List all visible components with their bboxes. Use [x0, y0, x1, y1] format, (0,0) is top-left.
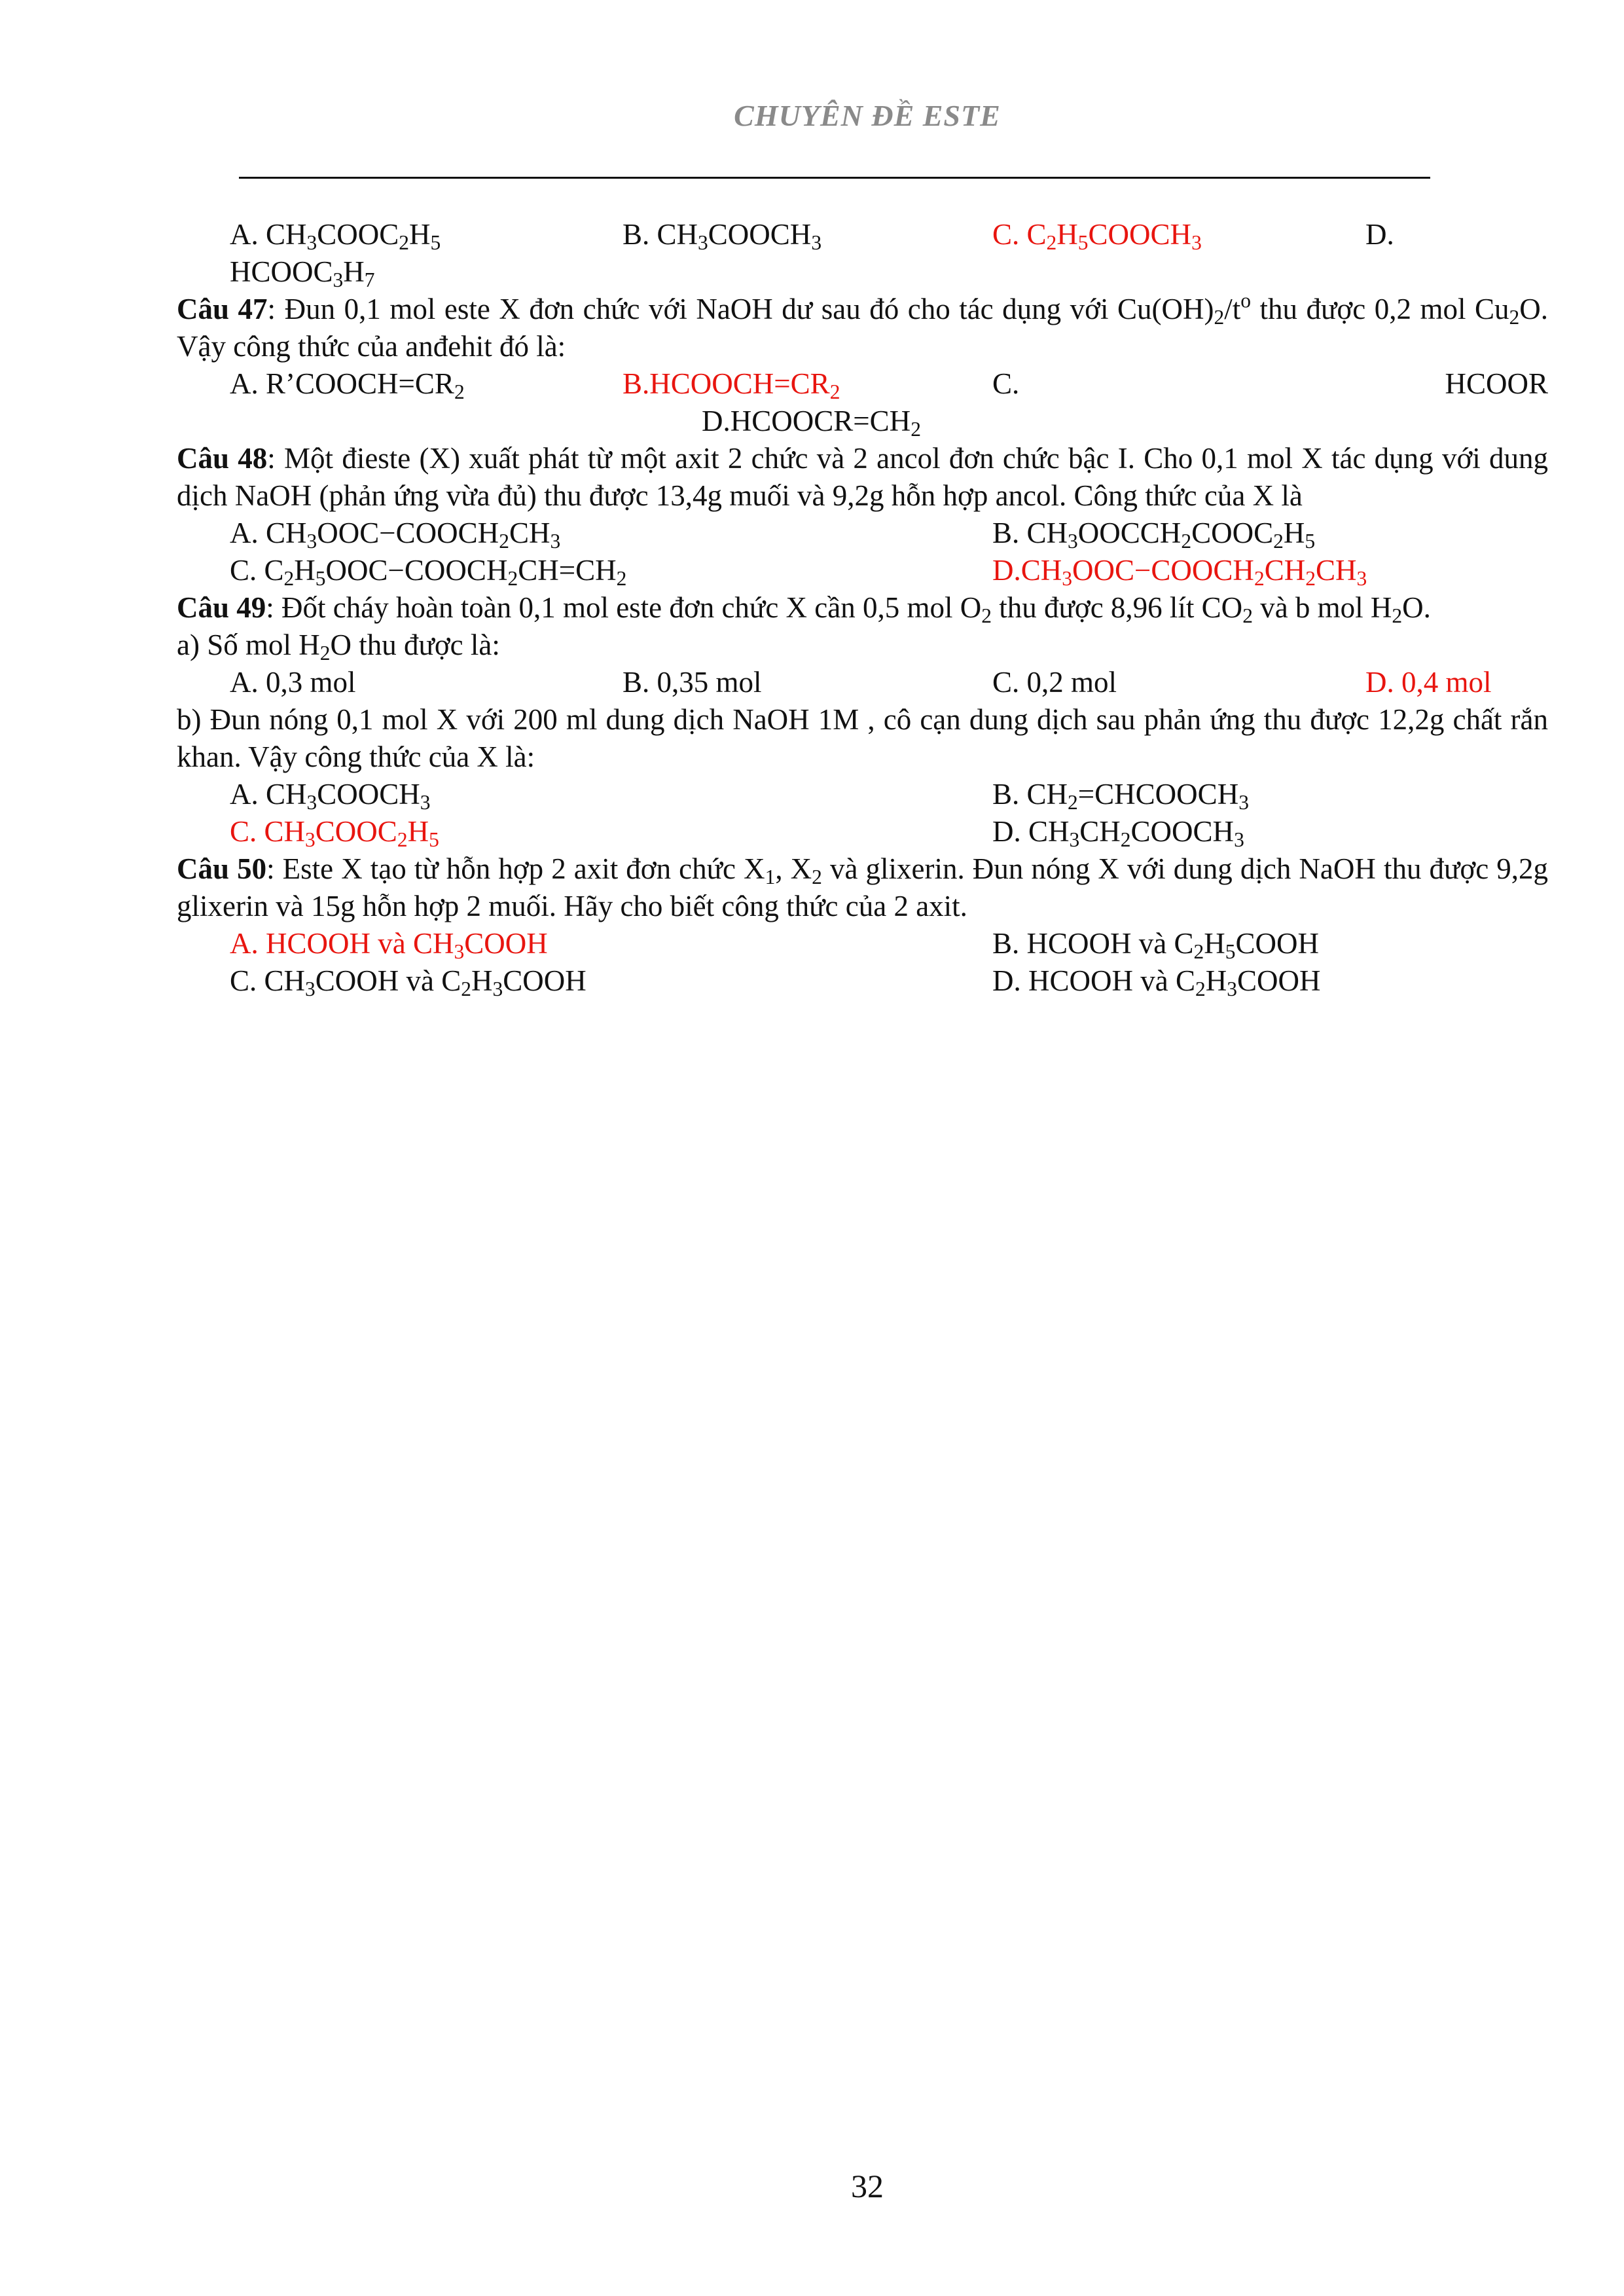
q47-option-d: $D.HCOOCR=CH_2$: [702, 405, 921, 441]
q46-option-c: C. $C_2H_5COOCH_3$: [992, 218, 1202, 254]
q46-options-row: [177, 216, 1548, 253]
q48-option-c: C. $C_2H_5OOC-COOCH_2CH=CH_2$: [230, 554, 627, 590]
q49b-option-d: D. $CH_3CH_2COOCH_3$: [992, 815, 1244, 851]
q49b-options-row-1: [177, 776, 1548, 813]
q46-option-d-wrap: [177, 253, 1548, 291]
document-body: [177, 216, 1548, 1000]
q49b-option-a: A. $CH_3COOCH_3$: [230, 778, 431, 814]
q49b-option-c: C. $CH_3COOC_2H_5$: [230, 815, 439, 851]
q49a-option-c: C. 0,2 mol: [992, 666, 1117, 699]
q47-option-d-wrap: [177, 403, 1548, 440]
question-49-part-b: b) Đun nóng 0,1 mol X với 200 ml dung dịch NaOH 1M , cô cạn dung dịch sau phản ứng thu được 12,2g chất rắn khan. Vậy công thức của X là:: [177, 703, 1548, 773]
question-47-colon: :: [267, 293, 285, 325]
q49a-option-a: A. 0,3 mol: [230, 666, 356, 699]
question-49-part-a: a) Số mol $H_2O$ thu được là:: [177, 629, 500, 665]
q50-option-a: A. HCOOH và $CH_3COOH$: [230, 927, 548, 963]
question-49-colon: :: [266, 591, 282, 624]
q50-option-d: D. HCOOH và $C_2H_3COOH$: [992, 964, 1321, 1000]
q50-options-row-1: [177, 925, 1548, 962]
q46-option-b: B. $CH_3COOCH_3$: [623, 218, 822, 254]
question-48: [177, 440, 1548, 515]
question-50-colon: :: [266, 852, 283, 885]
question-47-number: Câu 47: [177, 293, 268, 325]
q46-option-d-value: $HCOOC_3H_7$: [230, 255, 375, 291]
q50-options-row-2: [177, 962, 1548, 1000]
q47-option-c: [992, 365, 1548, 403]
question-48-stem: Một đieste (X) xuất phát từ một axit 2 chức và 2 ancol đơn chức bậc I. Cho 0,1 mol X tác dụng với dung dịch NaOH (phản ứng vừa đủ) thu được 13,4g muối và 9,2g hỗn hợp ancol. Công thức của X là: [177, 442, 1548, 512]
q48-option-a: A. $CH_3OOC-COOCH_2CH_3$: [230, 517, 561, 553]
question-47: [177, 291, 1548, 365]
q46-option-d-label: D.: [1365, 218, 1394, 251]
q49b-option-b: B. $CH_2=CHCOOCH_3$: [992, 778, 1249, 814]
page-number: 32: [851, 2168, 884, 2204]
q49a-options-row: [177, 664, 1548, 701]
page-header: CHUYÊN ĐỀ ESTE: [734, 99, 1001, 132]
question-49: [177, 589, 1548, 627]
q48-option-b: B. $CH_3OOCCH_2COOC_2H_5$: [992, 517, 1316, 553]
header-rule: [239, 177, 1430, 179]
question-47-stem: Đun 0,1 mol este X đơn chức với NaOH dư sau đó cho tác dụng với $Cu(OH)_2/t^o$ thu được 0,2 mol $Cu_2O$. Vậy công thức của anđehit đó là:: [177, 289, 1548, 363]
q47-option-a: A. $R’COOCH=CR_2$: [230, 367, 465, 403]
q48-options-row-1: [177, 515, 1548, 552]
question-50: [177, 850, 1548, 925]
q48-options-row-2: [177, 552, 1548, 589]
question-48-number: Câu 48: [177, 442, 268, 475]
q48-option-d: $D.CH_3OOC-COOCH_2CH_2CH_3$: [992, 554, 1367, 590]
q47-option-c-value: HCOOR: [1445, 367, 1548, 400]
q46-option-a: A. $CH_3COOC_2H_5$: [230, 218, 441, 254]
question-50-number: Câu 50: [177, 852, 267, 885]
q47-options-row: [177, 365, 1548, 403]
q49b-options-row-2: [177, 813, 1548, 850]
q47-option-c-label: C.: [992, 367, 1020, 400]
question-49-stem: Đốt cháy hoàn toàn 0,1 mol este đơn chức X cần 0,5 mol $O_2$ thu được 8,96 lít $CO_2$ và b mol $H_2O$.: [281, 591, 1431, 627]
q49a-option-b: B. 0,35 mol: [623, 666, 762, 699]
question-48-colon: :: [267, 442, 285, 475]
q49a-option-d: D. 0,4 mol: [1365, 666, 1492, 699]
q47-option-b: $B.HCOOCH=CR_2$: [623, 367, 840, 403]
question-49-number: Câu 49: [177, 591, 266, 624]
q50-option-c: C. $CH_3COOH$ và $C_2H_3COOH$: [230, 964, 586, 1000]
question-50-stem: Este X tạo từ hỗn hợp 2 axit đơn chức $X_1$, $X_2$ và glixerin. Đun nóng X với dung dịch NaOH thu được 9,2g glixerin và 15g hỗn hợp 2 muối. Hãy cho biết công thức của 2 axit.: [177, 852, 1548, 922]
q50-option-b: B. HCOOH và $C_2H_5COOH$: [992, 927, 1320, 963]
